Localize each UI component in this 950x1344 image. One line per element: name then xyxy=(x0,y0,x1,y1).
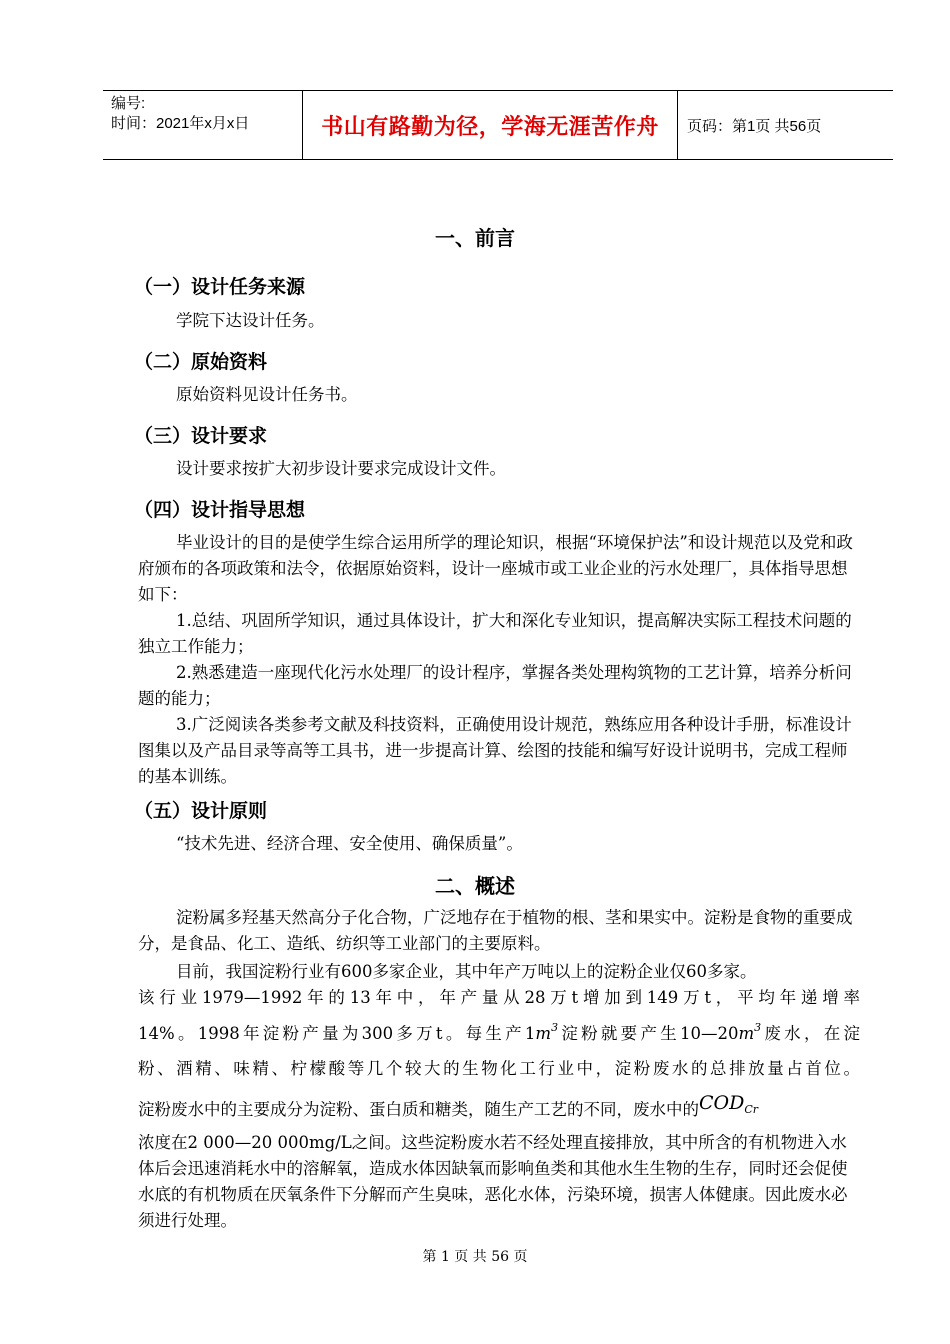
header-info-cell xyxy=(103,91,303,159)
overview-line-2: 该行业1979—1992年的13年中，年产量从28万t增加到149万t，平均年递增率 xyxy=(138,988,860,1007)
section-5-title: （五）设计原则 xyxy=(134,800,268,822)
overview-line-4: 粉、酒精、味精、柠檬酸等几个较大的生物化工行业中，淀粉废水的总排放量占首位。 xyxy=(138,1059,860,1078)
section-4-item-1: 1.总结、巩固所学知识，通过具体设计，扩大和深化专业知识，提高解决实际工程技术问题的独立工作能力； xyxy=(138,611,852,656)
page-footer: 第 1 页 共 56 页 xyxy=(422,1249,528,1265)
time-label: 时间：2021年x月x日 xyxy=(111,115,250,132)
section-2-text: 原始资料见设计任务书。 xyxy=(176,385,358,404)
overview-paragraph-3: 浓度在2 000—20 000mg/L之间。这些淀粉废水若不经处理直接排放，其中所含的有机物进入水体后会迅速消耗水中的溶解氧，造成水体因缺氧而影响鱼类和其他水生生物的生存，同时还会促使水底的有机物质在厌氧条件下分解而产生臭味，恶化水体，污染环境，损害人体健康。因此废水必须进行处理。 xyxy=(138,1133,848,1230)
overview-line-3 xyxy=(138,1020,860,1044)
page-label: 页码：第1页 共56页 xyxy=(687,117,822,135)
overview-paragraph-1: 淀粉属多羟基天然高分子化合物，广泛地存在于植物的根、茎和果实中。淀粉是食物的重要成分，是食品、化工、造纸、纺织等工业部门的主要原料。 xyxy=(138,908,853,953)
overview-line-3c: 废水，在淀 xyxy=(761,1024,861,1043)
overview-line-1: 目前，我国淀粉行业有600多家企业，其中年产万吨以上的淀粉企业仅60多家。 xyxy=(176,962,757,981)
section-3-text: 设计要求按扩大初步设计要求完成设计文件。 xyxy=(176,459,506,478)
overview-line-3a: 14%。1998年淀粉产量为300多万t。每生产1 xyxy=(138,1024,536,1043)
unit-m3-b: $m^3$ xyxy=(738,1021,762,1043)
header-table xyxy=(103,90,893,160)
motto: 书山有路勤为径，学海无涯苦作舟 xyxy=(303,91,678,159)
overview-line-3b: 淀粉就要产生10—20 xyxy=(558,1024,739,1043)
unit-m3-a: $m^3$ xyxy=(535,1021,559,1043)
section-3-title: （三）设计要求 xyxy=(134,425,268,447)
overview-line-5 xyxy=(138,1092,860,1120)
preface-title: 一、前言 xyxy=(435,226,515,250)
section-4-intro: 毕业设计的目的是使学生综合运用所学的理论知识，根据“环境保护法”和设计规范以及党和政府颁布的各项政策和法令，依据原始资料，设计一座城市或工业企业的污水处理厂，具体指导思想如下： xyxy=(138,533,853,604)
section-4-item-3: 3.广泛阅读各类参考文献及科技资料，正确使用设计规范，熟练应用各种设计手册，标准设计图集以及产品目录等高等工具书，进一步提高计算、绘图的技能和编写好设计说明书，完成工程师的基本训练。 xyxy=(138,715,852,786)
cod-cr-symbol: $COD_{Cr}$ xyxy=(699,1092,759,1116)
section-4-item-2: 2.熟悉建造一座现代化污水处理厂的设计程序，掌握各类处理构筑物的工艺计算，培养分析问题的能力； xyxy=(138,663,852,708)
section-1-text: 学院下达设计任务。 xyxy=(176,311,325,330)
overview-line-5a: 淀粉废水中的主要成分为淀粉、蛋白质和糖类，随生产工艺的不同，废水中的 xyxy=(138,1100,699,1119)
section-4-title: （四）设计指导思想 xyxy=(134,499,306,521)
section-2-title: （二）原始资料 xyxy=(134,351,268,373)
number-label: 编号: xyxy=(111,95,146,112)
overview-title: 二、概述 xyxy=(435,874,515,898)
section-1-title: （一）设计任务来源 xyxy=(134,276,306,298)
section-5-text: “技术先进、经济合理、安全使用、确保质量”。 xyxy=(176,834,523,853)
